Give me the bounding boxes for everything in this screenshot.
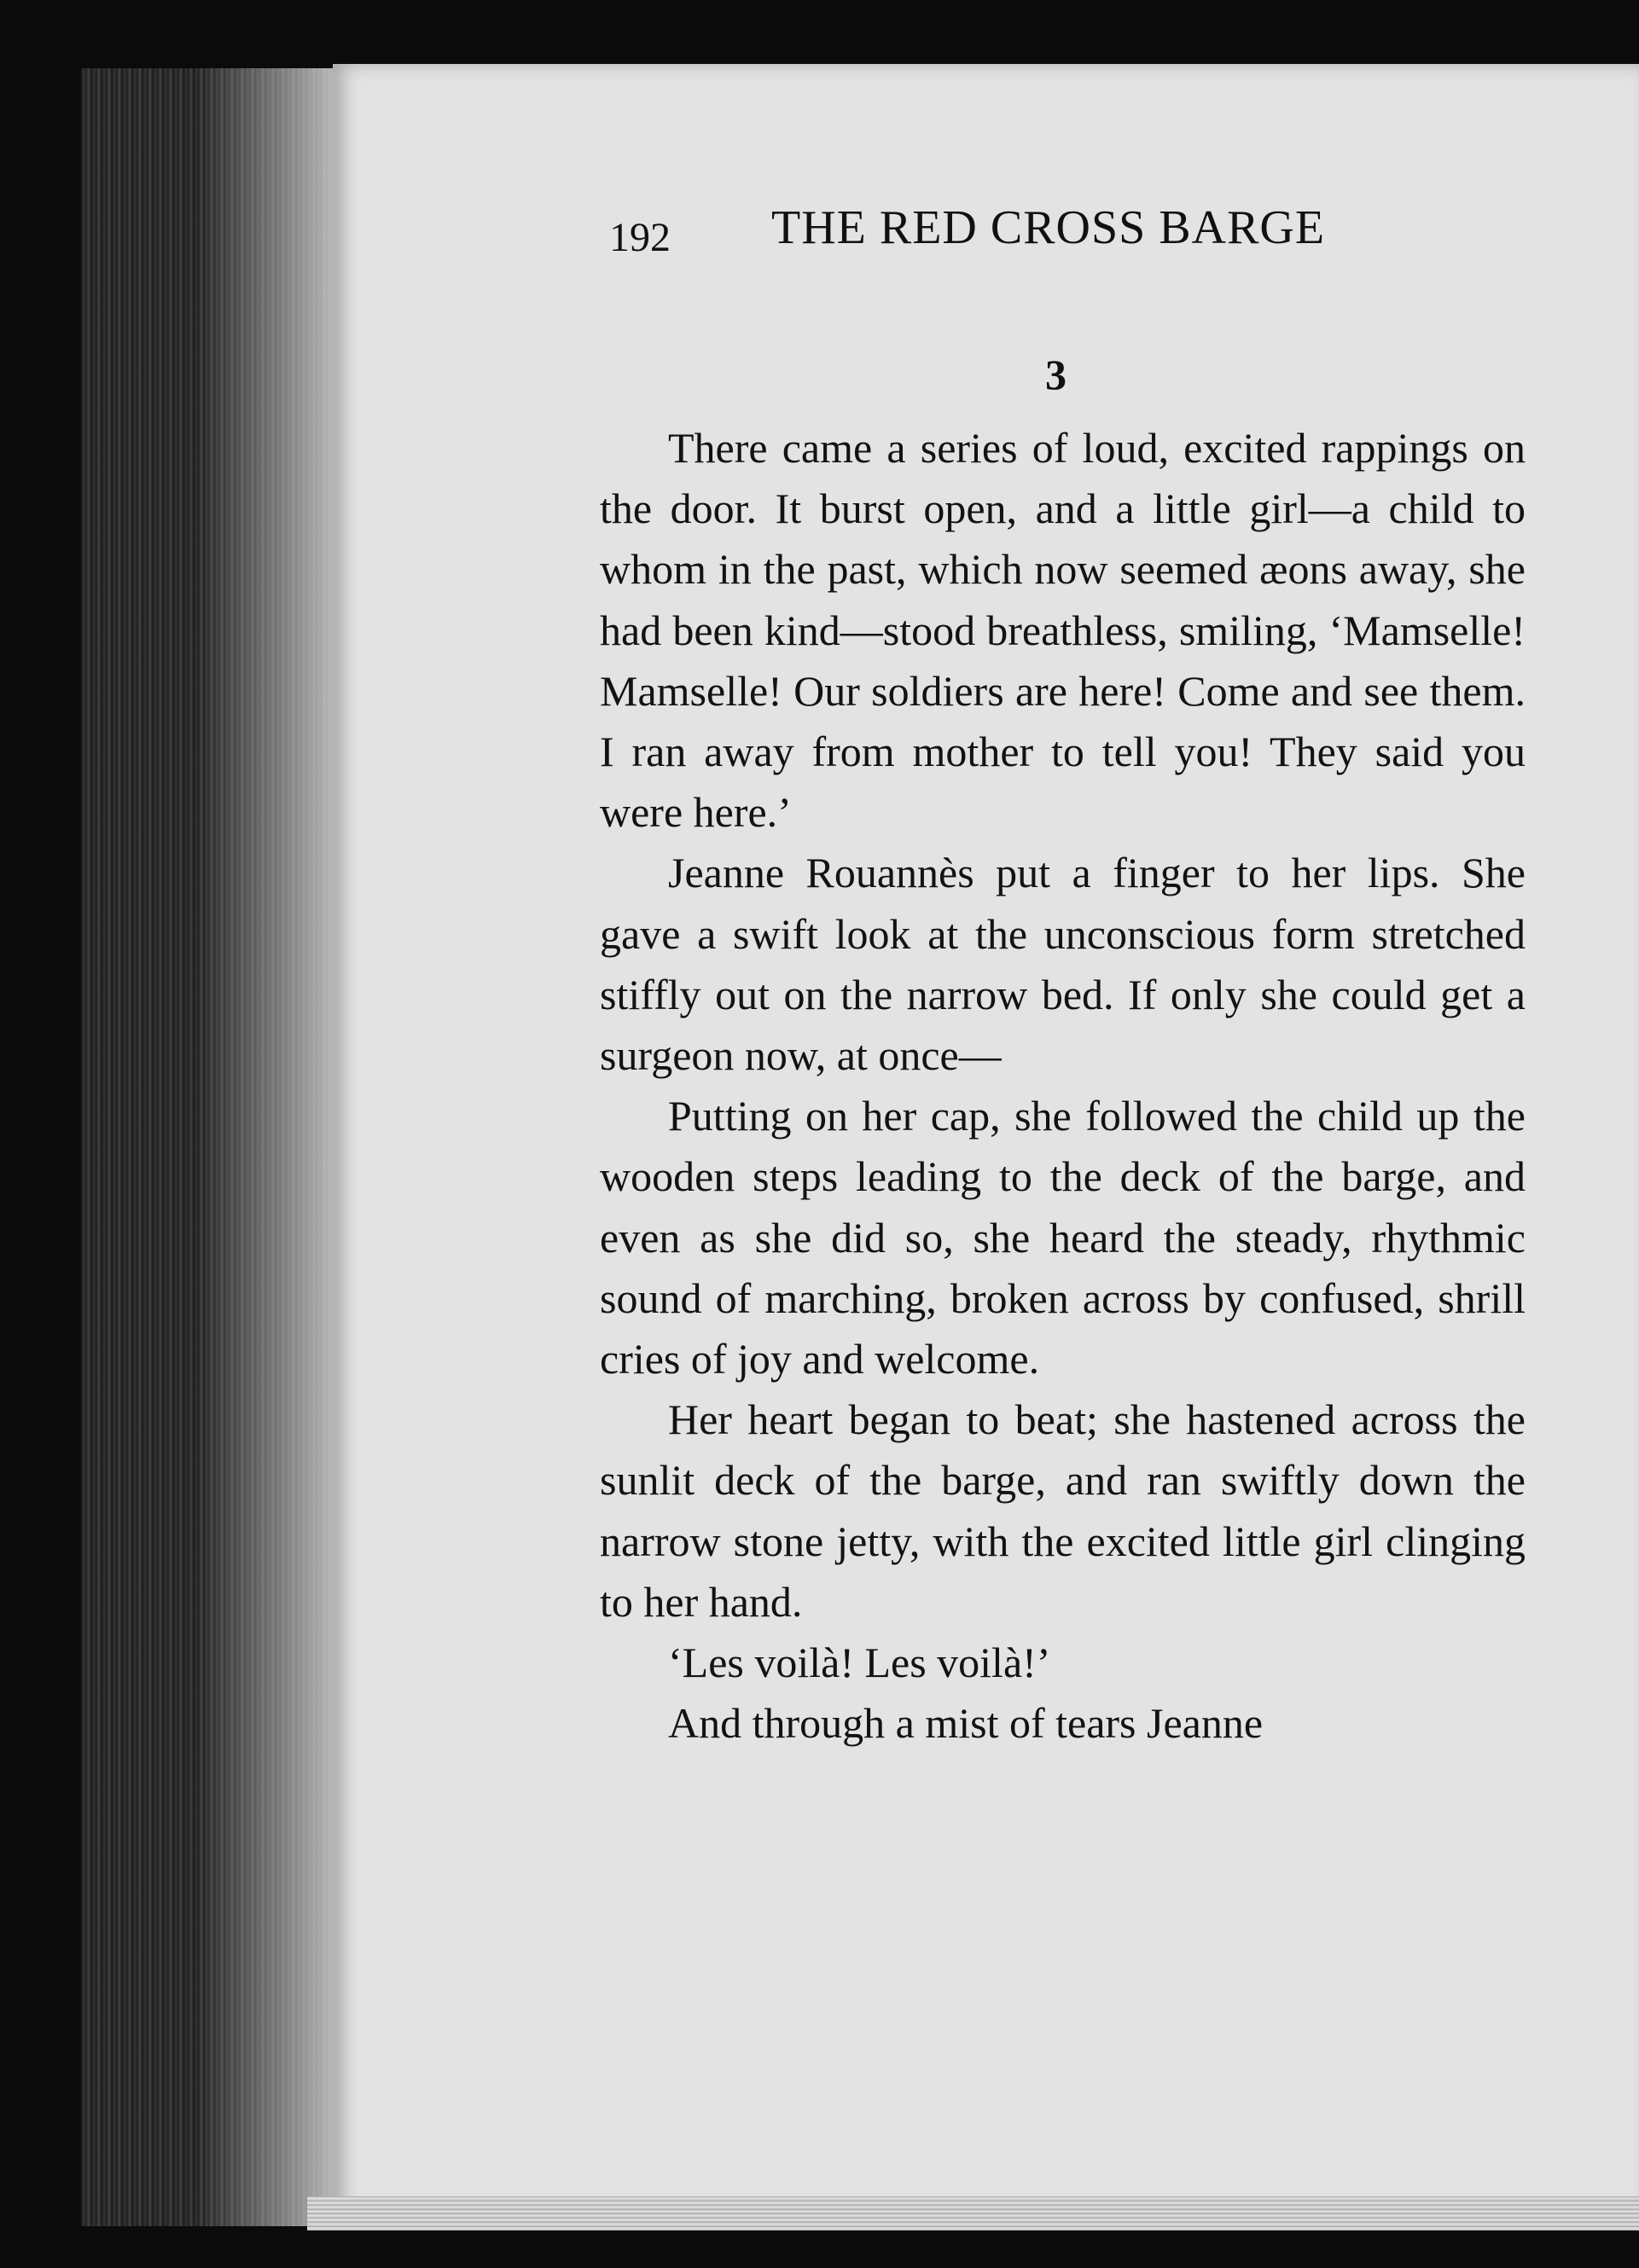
paragraph: Putting on her cap, she followed the child up the wooden steps leading to the deck of the barge, and even as she did so, she heard the steady, rhythmic sound of marching, broken across by confused, shrill cries of joy and welcome. bbox=[600, 1092, 1526, 1383]
section-number: 3 bbox=[1045, 351, 1067, 398]
page-edge bbox=[307, 2196, 1639, 2230]
body-text bbox=[600, 418, 1526, 1754]
book-title: THE RED CROSS BARGE bbox=[771, 201, 1326, 254]
gutter-shadow bbox=[196, 68, 341, 2226]
running-head bbox=[609, 200, 1377, 269]
paragraph: Jeanne Rouannès put a finger to her lips. She gave a swift look at the unconscious form stretched stiffly out on the narrow bed. If only she could get a surgeon now, at once— bbox=[600, 849, 1526, 1080]
paragraph: Her heart began to beat; she hastened across the sunlit deck of the barge, and ran swiftly down the narrow stone jetty, with the excited little girl clinging to her hand. bbox=[600, 1395, 1526, 1626]
page-number: 192 bbox=[609, 215, 671, 260]
paragraph: There came a series of loud, excited rappings on the door. It burst open, and a little girl—a child to whom in the past, which now seemed æons away, she had been kind—stood breathless, smiling, ‘Mamselle! Mamselle! Our soldiers are here! Come and see them. I ran away from mother to tell you! They said you were here.’ bbox=[600, 424, 1526, 837]
paragraph: And through a mist of tears Jeanne bbox=[668, 1699, 1264, 1748]
paragraph: ‘Les voilà! Les voilà!’ bbox=[668, 1639, 1051, 1687]
